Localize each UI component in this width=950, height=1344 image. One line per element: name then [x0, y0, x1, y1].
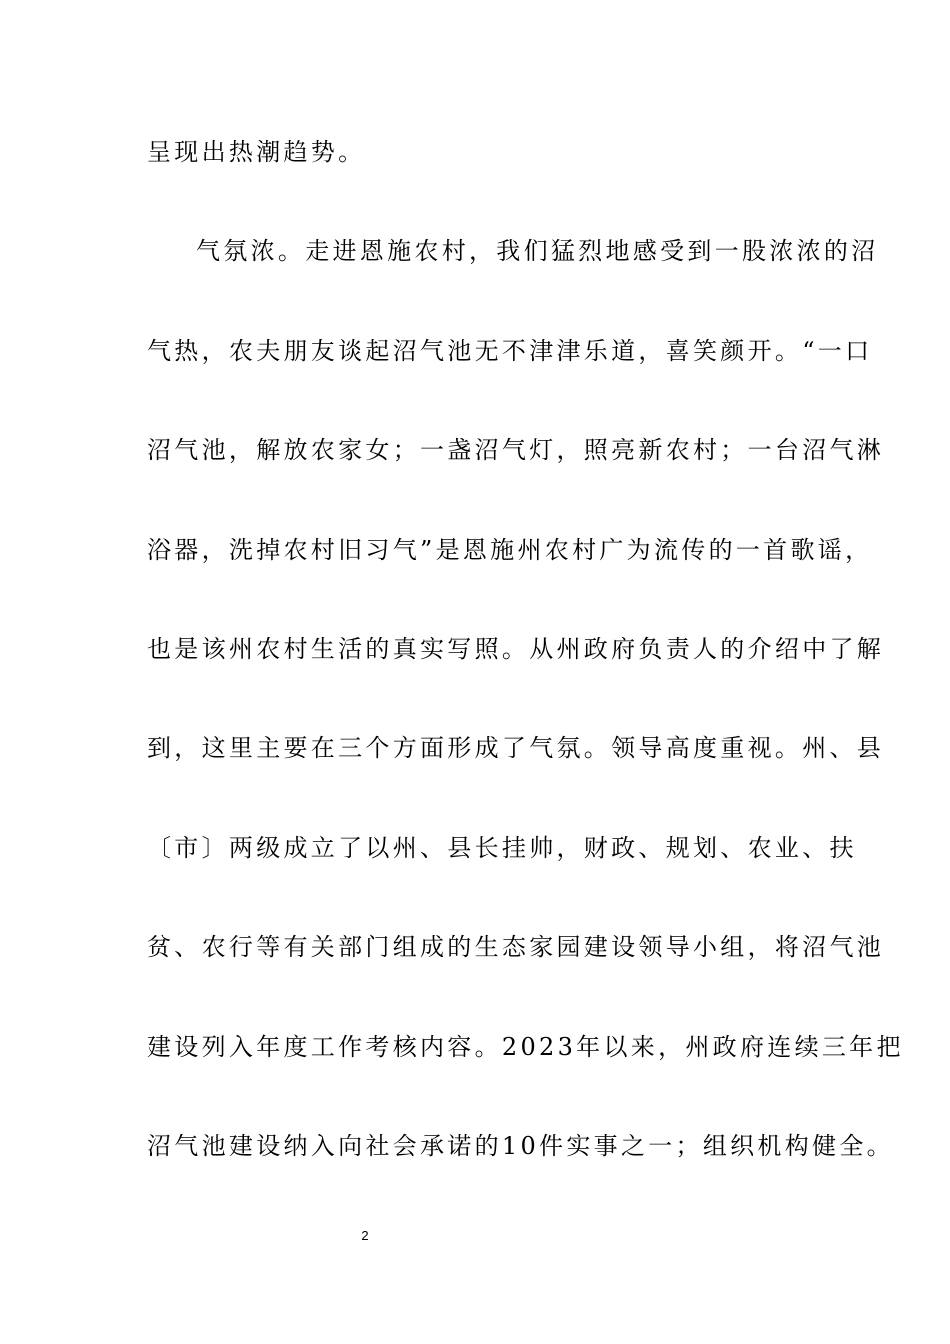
text-line-6: 也是该州农村生活的真实写照。从州政府负责人的介绍中了解	[147, 635, 885, 663]
page-number: 2	[361, 1228, 369, 1243]
text-line-4: 沼气池，解放农家女；一盏沼气灯，照亮新农村；一台沼气淋	[147, 436, 885, 464]
text-line-11: 沼气池建设纳入向社会承诺的10件实事之一；组织机构健全。	[147, 1132, 894, 1160]
text-line-8: 〔市〕两级成立了以州、县长挂帅，财政、规划、农业、扶	[147, 834, 857, 862]
text-line-5: 浴器，洗掉农村旧习气”是恩施州农村广为流传的一首歌谣，	[147, 536, 873, 564]
text-line-1: 呈现出热潮趋势。	[147, 138, 366, 166]
text-line-3: 气热，农夫朋友谈起沼气池无不津津乐道，喜笑颜开。“一口	[147, 337, 873, 365]
text-line-10: 建设列入年度工作考核内容。2023年以来，州政府连续三年把	[147, 1033, 904, 1061]
text-line-9: 贫、农行等有关部门组成的生态家园建设领导小组，将沼气池	[147, 933, 885, 961]
text-line-2: 气氛浓。走进恩施农村，我们猛烈地感受到一股浓浓的沼	[196, 237, 879, 265]
text-line-7: 到，这里主要在三个方面形成了气氛。领导高度重视。州、县	[147, 734, 885, 762]
